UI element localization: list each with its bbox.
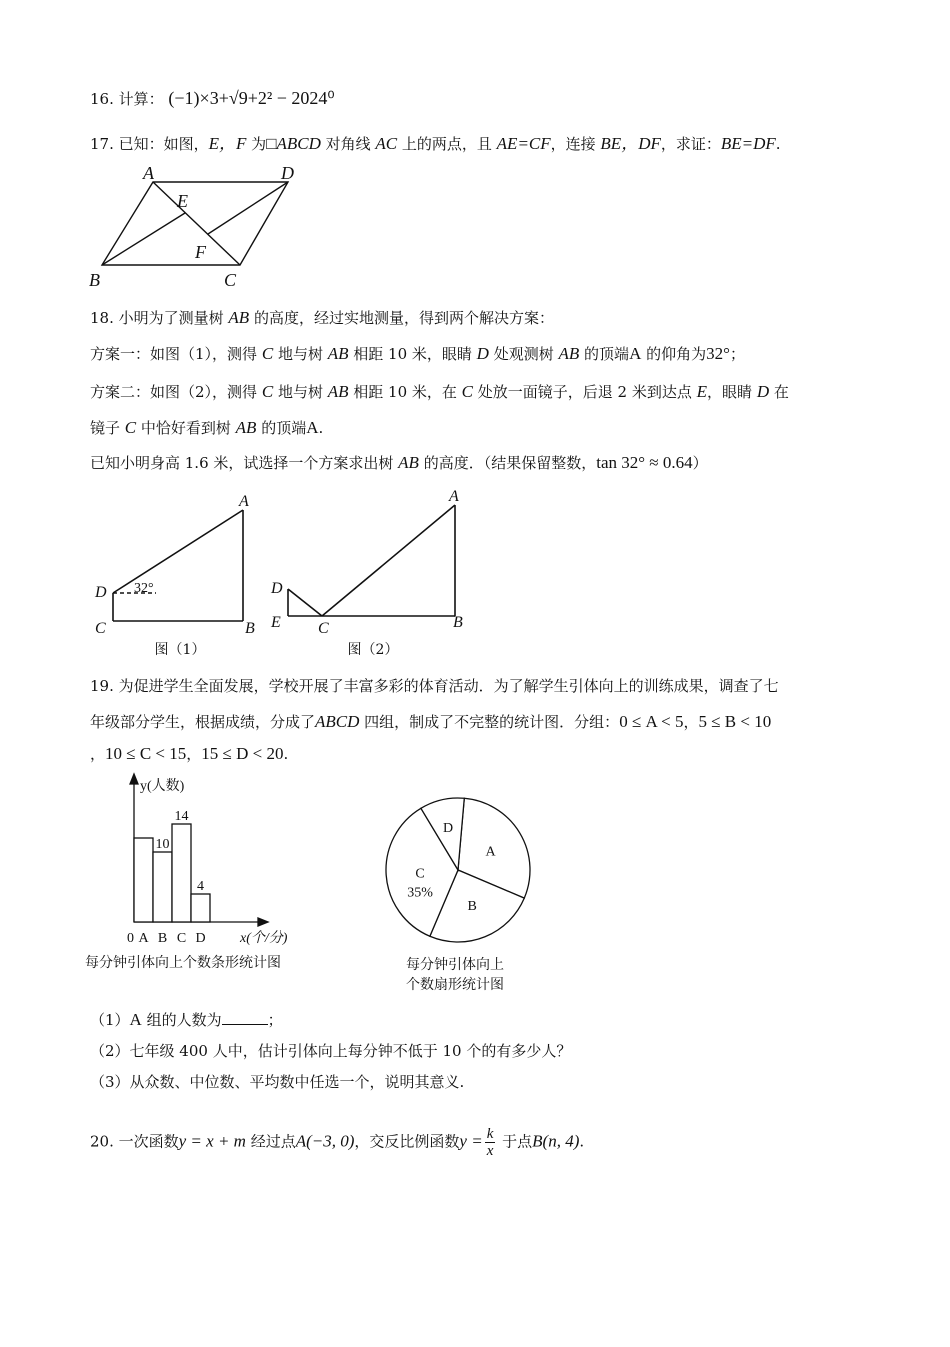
q19-line-3 bbox=[90, 744, 288, 764]
fraction-numerator: k bbox=[486, 1126, 494, 1142]
q18-text: 方案一：如图（1），测得 bbox=[90, 345, 262, 363]
q18-figure-1 bbox=[90, 490, 280, 640]
q20-text: 20. 一次函数 bbox=[90, 1132, 179, 1151]
q18-text: 相距 10 米，在 bbox=[348, 383, 462, 401]
q18-text: 已知小明身高 1.6 米，试选择一个方案求出树 bbox=[90, 454, 399, 472]
q18-text: 在 bbox=[769, 383, 789, 401]
q18-tan-value: tan 32° ≈ 0.64 bbox=[596, 453, 693, 472]
x-tick-a: A bbox=[138, 931, 149, 946]
q18-fig1-caption: 图（1） bbox=[154, 642, 206, 658]
fig2-label-a: A bbox=[449, 488, 459, 505]
bar-d bbox=[191, 894, 210, 922]
q19-sep: ， bbox=[683, 713, 699, 731]
q18-plan-2 bbox=[90, 382, 789, 402]
q18-text: 的顶端 bbox=[256, 419, 307, 437]
q18-text: 的高度．（结果保留整数， bbox=[418, 454, 597, 472]
q19-text: 四组，制成了不完整的统计图．分组： bbox=[359, 713, 620, 731]
q17-text: 上的两点，且 bbox=[397, 135, 497, 153]
q17-text: 17. 已知：如图， bbox=[90, 135, 209, 153]
q19-bar-chart-title: 每分钟引体向上个数条形统计图 bbox=[85, 955, 281, 971]
q18-point-c: C bbox=[461, 382, 474, 401]
q17-text: . bbox=[775, 135, 781, 153]
q19-group-d-range: 15 ≤ D < 20 bbox=[201, 744, 284, 763]
x-tick-c: C bbox=[176, 931, 187, 946]
q20-text: 经过点 bbox=[245, 1132, 296, 1151]
bar-label-b: 10 bbox=[155, 837, 170, 852]
x-tick-d: D bbox=[195, 931, 206, 946]
label-b: B bbox=[89, 270, 100, 290]
q19-group-a: A bbox=[129, 1010, 142, 1029]
q17-text: ，求证： bbox=[660, 135, 721, 153]
q18-point-c: C bbox=[124, 418, 137, 437]
q17-text: 对角线 bbox=[320, 135, 376, 153]
answer-blank[interactable] bbox=[222, 1010, 268, 1025]
q18-point-e: E bbox=[696, 382, 708, 401]
q18-plan-2-cont bbox=[90, 418, 323, 438]
pie-title-line-2: 个数扇形统计图 bbox=[406, 977, 504, 993]
q18-point-c: C bbox=[261, 382, 274, 401]
bar-label-c: 14 bbox=[174, 809, 189, 824]
q20-y-equals: y = bbox=[459, 1131, 483, 1151]
q18-point-a: A bbox=[306, 418, 319, 437]
q19-text: 组的人数为 bbox=[141, 1011, 222, 1029]
label-e: E bbox=[177, 191, 188, 211]
q20-point-a: A(−3, 0) bbox=[295, 1131, 355, 1151]
q19-bar-chart bbox=[110, 770, 310, 950]
q16-label: 16. 计算： bbox=[90, 90, 164, 108]
bar-label-d: 4 bbox=[197, 879, 204, 894]
fig2-label-d: D bbox=[271, 580, 283, 597]
q18-text: 相距 10 米，眼睛 bbox=[348, 345, 477, 363]
q18-point-d: D bbox=[756, 382, 770, 401]
q18-text: 18. 小明为了测量树 bbox=[90, 309, 229, 327]
bar-b bbox=[153, 852, 172, 922]
q18-text: 的仰角为 bbox=[641, 345, 707, 363]
q19-group-c-range: 10 ≤ C < 15 bbox=[105, 744, 187, 763]
fig1-label-c: C bbox=[95, 620, 106, 637]
q18-tree: AB bbox=[558, 344, 580, 363]
pie-label-c: C bbox=[415, 866, 425, 882]
q19-text: （1） bbox=[90, 1011, 130, 1029]
q18-known bbox=[90, 453, 708, 473]
q18-text: 的高度，经过实地测量，得到两个解决方案： bbox=[249, 309, 554, 327]
q18-text: 处观测树 bbox=[488, 345, 559, 363]
q18-figure-2 bbox=[265, 485, 475, 635]
q18-text: 方案二：如图（2），测得 bbox=[90, 383, 262, 401]
fig2-label-c: C bbox=[318, 620, 329, 637]
fig1-label-b: B bbox=[245, 620, 255, 637]
bar-c bbox=[172, 824, 191, 922]
q17-parallelogram-figure bbox=[85, 160, 315, 290]
q16-line bbox=[90, 88, 335, 109]
q17-goal: BE=DF bbox=[720, 134, 776, 153]
q16-expression: (−1)×3+√9+2² − 2024⁰ bbox=[168, 88, 335, 108]
q19-text: ； bbox=[267, 1011, 283, 1029]
q20-fraction bbox=[485, 1126, 496, 1159]
fig2-label-b: B bbox=[453, 614, 463, 631]
fig1-label-a: A bbox=[239, 493, 249, 510]
q17-text: 为 bbox=[246, 135, 267, 153]
q18-text: 镜子 bbox=[90, 419, 125, 437]
label-d: D bbox=[281, 163, 294, 183]
q19-line-1: 19. 为促进学生全面发展，学校开展了丰富多彩的体育活动．为了解学生引体向上的训练成果，调查了七 bbox=[90, 677, 779, 695]
q18-text: 处放一面镜子，后退 2 米到达点 bbox=[473, 383, 697, 401]
q18-fig2-caption: 图（2） bbox=[347, 642, 399, 658]
q18-line-1 bbox=[90, 308, 554, 328]
q18-tree: AB bbox=[228, 308, 250, 327]
q17-diagonal: AC bbox=[375, 134, 398, 153]
q19-end: . bbox=[283, 745, 289, 763]
origin-label: 0 bbox=[127, 931, 134, 946]
q19-line-2 bbox=[90, 712, 771, 732]
y-axis-arrow bbox=[130, 774, 138, 784]
x-tick-b: B bbox=[157, 931, 168, 946]
q17-parallelogram: □ABCD bbox=[266, 134, 321, 153]
q17-text: ，连接 bbox=[550, 135, 601, 153]
q18-text: 地与树 bbox=[273, 345, 328, 363]
q20-line bbox=[90, 1126, 584, 1159]
q18-tree: AB bbox=[398, 453, 419, 472]
q18-text: . bbox=[318, 419, 324, 437]
q18-tree: AB bbox=[327, 382, 349, 401]
q18-tree: AB bbox=[235, 418, 257, 437]
q18-point-c: C bbox=[261, 344, 274, 363]
q18-text: ） bbox=[692, 454, 708, 472]
q19-text: 年级部分学生，根据成绩，分成了 bbox=[90, 713, 316, 731]
x-axis-label: x(个/分) bbox=[240, 931, 288, 946]
q19-pie-chart bbox=[380, 795, 540, 955]
q19-sub-1 bbox=[90, 1010, 283, 1030]
q18-point-a: A bbox=[629, 344, 642, 363]
q19-pie-chart-title bbox=[385, 955, 525, 995]
q18-text: 地与树 bbox=[273, 383, 328, 401]
q19-sep: ， bbox=[186, 745, 202, 763]
q18-plan-1 bbox=[90, 344, 745, 364]
q18-text: 中恰好看到树 bbox=[136, 419, 236, 437]
q18-angle: 32° bbox=[706, 344, 730, 363]
label-f: F bbox=[195, 242, 206, 262]
pie-percent-c: 35% bbox=[407, 885, 433, 901]
pie-label-d: D bbox=[443, 821, 454, 837]
q18-point-d: D bbox=[476, 344, 489, 363]
q18-text: ； bbox=[729, 345, 745, 363]
ray-dc bbox=[288, 589, 322, 616]
fig2-label-e: E bbox=[271, 614, 281, 631]
q19-sub-3: （3）从众数、中位数、平均数中任选一个，说明其意义. bbox=[90, 1073, 465, 1091]
q18-text: 的顶端 bbox=[579, 345, 630, 363]
y-axis-label: y(人数) bbox=[140, 779, 185, 794]
segment-be bbox=[102, 213, 185, 265]
q18-tree: AB bbox=[327, 344, 349, 363]
sight-line-da bbox=[113, 510, 243, 593]
q20-text: ，交反比例函数 bbox=[354, 1132, 460, 1151]
q18-text: ，眼睛 bbox=[707, 383, 757, 401]
fraction-denominator: x bbox=[486, 1143, 494, 1159]
x-axis-arrow bbox=[258, 918, 268, 926]
bar-a bbox=[134, 838, 153, 922]
q19-group-a-range: 0 ≤ A < 5 bbox=[619, 712, 684, 731]
q19-sep: ， bbox=[90, 745, 106, 763]
ray-ca bbox=[322, 505, 455, 616]
q19-groups: ABCD bbox=[315, 712, 360, 731]
q20-text: . bbox=[579, 1132, 585, 1151]
q19-sub-2: （2）七年级 400 人中，估计引体向上每分钟不低于 10 个的有多少人？ bbox=[90, 1042, 572, 1060]
q17-condition: AE=CF bbox=[496, 134, 551, 153]
fig1-label-d: D bbox=[95, 584, 107, 601]
q17-line bbox=[90, 134, 781, 154]
fig1-angle-label: 32° bbox=[134, 581, 154, 596]
pie-label-a: A bbox=[485, 844, 496, 860]
q19-group-b-range: 5 ≤ B < 10 bbox=[698, 712, 772, 731]
label-a: A bbox=[143, 163, 154, 183]
q20-linear-function: y = x + m bbox=[178, 1131, 246, 1151]
q20-text: 于点 bbox=[497, 1132, 533, 1151]
label-c: C bbox=[224, 270, 237, 290]
q20-point-b: B(n, 4) bbox=[532, 1131, 580, 1151]
pie-label-b: B bbox=[467, 899, 477, 915]
segment-df bbox=[208, 182, 288, 234]
pie-title-line-1: 每分钟引体向上 bbox=[406, 957, 504, 973]
q17-points-ef: E，F bbox=[208, 134, 247, 153]
q17-segments: BE，DF bbox=[600, 134, 661, 153]
